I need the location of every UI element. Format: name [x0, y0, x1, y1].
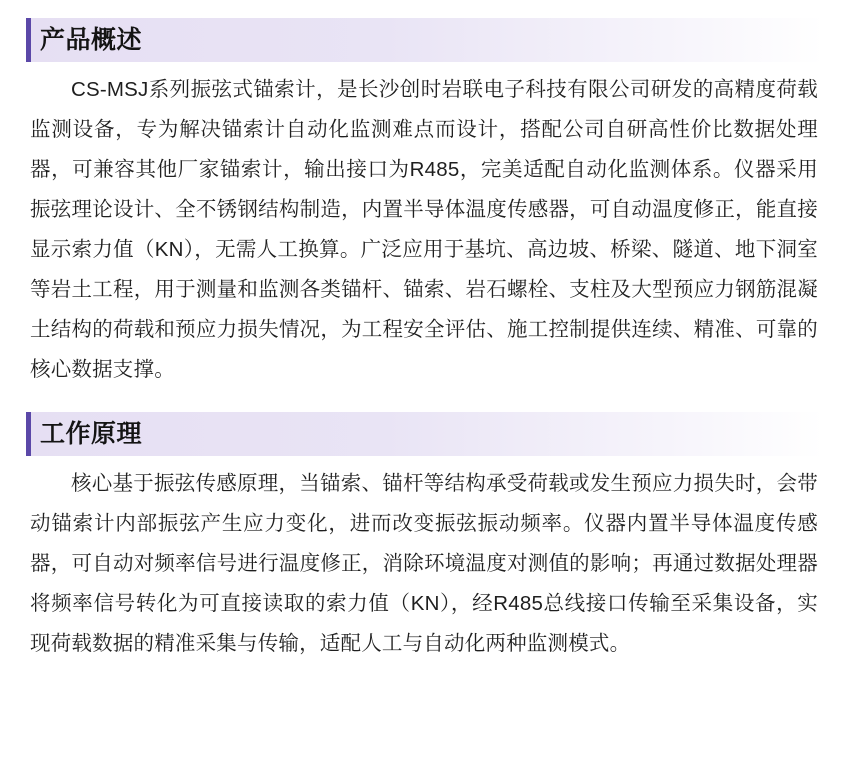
section-heading-product-overview: 产品概述 — [26, 18, 824, 62]
section-paragraph-working-principle: 核心基于振弦传感原理，当锚索、锚杆等结构承受荷载或发生预应力损失时，会带动锚索计内部振弦产生应力变化，进而改变振弦振动频率。仪器内置半导体温度传感器，可自动对频率信号进行温度修正，消除环境温度对测值的影响；再通过数据处理器将频率信号转化为可直接读取的索力值（KN），经R485总线接口传输至采集设备，实现荷载数据的精准采集与传输，适配人工与自动化两种监测模式。 — [30, 472, 818, 655]
section-heading-working-principle: 工作原理 — [26, 412, 824, 456]
section-product-overview — [26, 18, 824, 390]
section-working-principle — [26, 412, 824, 664]
section-paragraph-product-overview: CS-MSJ系列振弦式锚索计，是长沙创时岩联电子科技有限公司研发的高精度荷载监测设备，专为解决锚索计自动化监测难点而设计，搭配公司自研高性价比数据处理器，可兼容其他厂家锚索计，输出接口为R485，完美适配自动化监测体系。仪器采用振弦理论设计、全不锈钢结构制造，内置半导体温度传感器，可自动温度修正，能直接显示索力值（KN），无需人工换算。广泛应用于基坑、高边坡、桥梁、隧道、地下洞室等岩土工程，用于测量和监测各类锚杆、锚索、岩石螺栓、支柱及大型预应力钢筋混凝土结构的荷载和预应力损失情况，为工程安全评估、施工控制提供连续、精准、可靠的核心数据支撑。 — [30, 78, 818, 381]
